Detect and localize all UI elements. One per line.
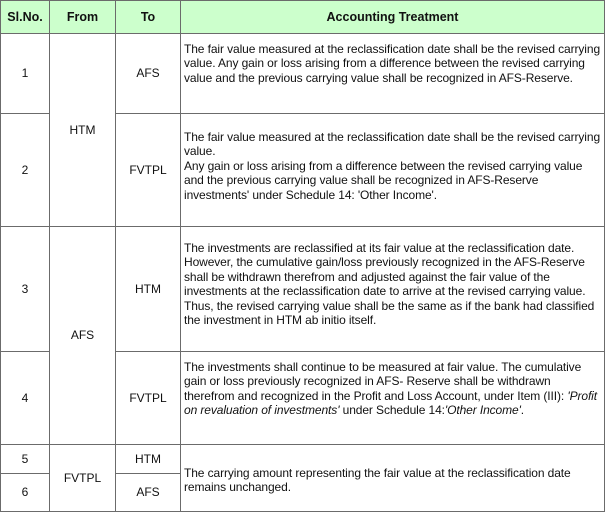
sl-no-cell: 1 xyxy=(1,34,50,114)
header-row xyxy=(1,1,605,34)
sl-no-cell: 6 xyxy=(1,474,50,512)
header-from: From xyxy=(50,1,116,34)
from-cell-htm: HTM xyxy=(50,34,116,227)
sl-no-cell: 2 xyxy=(1,114,50,227)
table-row xyxy=(1,227,605,352)
sl-no-cell: 3 xyxy=(1,227,50,352)
to-cell: FVTPL xyxy=(116,114,181,227)
treatment-item-name: 'Profit on revaluation of investments' xyxy=(184,388,597,418)
to-cell: AFS xyxy=(116,34,181,114)
header-to: To xyxy=(116,1,181,34)
treatment-cell: The investments are reclassified at its fair value at the reclassification date. However, the cumulative gain/loss previously recognized in the AFS-Reserve shall be withdrawn therefrom and adjusted against the fair value of the investments at the reclassification date to arrive at the revised carrying value. Thus, the revised carrying value shall be the same as if the bank had classified the investment in HTM ab initio itself. xyxy=(181,227,605,352)
to-cell: HTM xyxy=(116,227,181,352)
treatment-cell xyxy=(181,352,605,445)
table-row xyxy=(1,445,605,474)
treatment-line: The fair value measured at the reclassification date shall be the revised carrying value. xyxy=(184,130,601,159)
treatment-cell: The carrying amount representing the fair value at the reclassification date remains unchanged. xyxy=(181,445,605,512)
treatment-line: Any gain or loss arising from a difference between the revised carrying value and the previous carrying value shall be recognized in AFS-Reserve investments' under Schedule 14: 'Other Income'. xyxy=(184,158,583,202)
treatment-text: . xyxy=(520,403,525,418)
sl-no-cell: 5 xyxy=(1,445,50,474)
from-cell-afs: AFS xyxy=(50,227,116,445)
to-cell: HTM xyxy=(116,445,181,474)
to-cell: AFS xyxy=(116,474,181,512)
header-accounting-treatment: Accounting Treatment xyxy=(181,1,605,34)
treatment-schedule-name: 'Other Income' xyxy=(444,403,521,418)
sl-no-cell: 4 xyxy=(1,352,50,445)
treatment-text: under Schedule 14: xyxy=(339,403,445,418)
from-cell-fvtpl: FVTPL xyxy=(50,445,116,512)
to-cell: FVTPL xyxy=(116,352,181,445)
treatment-text: The investments shall continue to be measured at fair value. The cumulative gain or loss previously recognized in AFS- Reserve shall be withdrawn therefrom and recognized in the Profit and Loss Account, under Item (III): xyxy=(184,360,582,403)
header-sl-no: Sl.No. xyxy=(1,1,50,34)
treatment-cell xyxy=(181,114,605,227)
table-row xyxy=(1,34,605,114)
treatment-cell: The fair value measured at the reclassification date shall be the revised carrying value. Any gain or loss arising from a difference between the revised carrying value and the previous carrying value shall be recognized in AFS-Reserve. xyxy=(181,34,605,114)
